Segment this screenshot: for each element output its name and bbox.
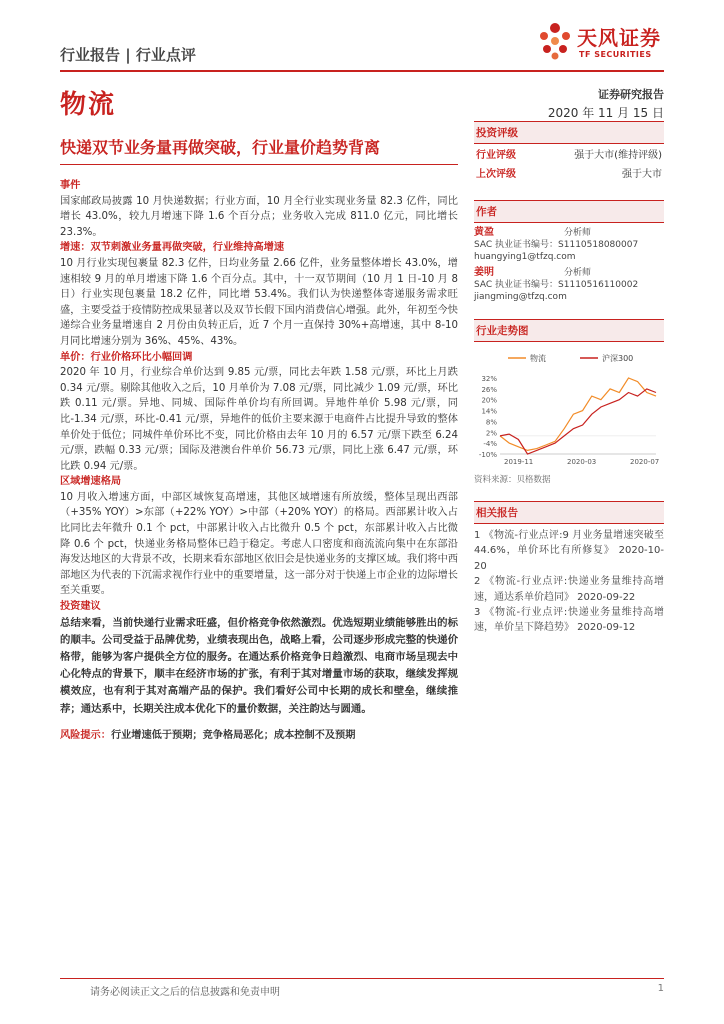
report-tag: 证券研究报告 [598,88,664,101]
company-logo [535,20,665,68]
sidebar [474,121,664,636]
rating-row [474,144,664,163]
legend-label: 物流 [530,354,546,363]
trend-chart-svg [474,348,664,468]
sector-title: 物流 [60,90,117,120]
section-heading: 区域增速格局 [60,476,122,488]
page-number: 1 [657,983,664,994]
y-tick-label: 20% [481,396,497,405]
rating-value: 强于大市 [622,169,662,180]
rating-row [474,163,664,182]
y-tick-label: -4% [483,440,497,449]
logo-text-en: TF SECURITIES [579,50,652,59]
y-tick-label: 32% [481,375,497,383]
footer-disclaimer: 请务必阅读正文之后的信息披露和免责申明 [90,987,280,998]
author-sac: SAC 执业证书编号：S1110518080007 [474,240,639,250]
author-heading: 作者 [474,200,664,223]
rating-key: 行业评级 [476,150,516,161]
y-tick-label: 2% [485,429,497,438]
section-region [60,474,458,599]
x-tick-label: 2020-07 [630,458,660,466]
related-report-link[interactable]: 2 《物流-行业点评:快递业务量维持高增速，通达系单价趋同》 2020-09-22 [474,576,664,603]
section-body: 10 月行业实现包裹量 82.3 亿件，日均业务量 2.66 亿件，业务量整体增长 43.0%，增速相较 9 月的单月增速下降 1.6 个百分点。其中，十一双节期间（10 月 1 日-10 月 8 日）行业实现包裹量 18.2 亿件，同比增 53.4%。我们认为快递整体寄递服务需求旺盛，主要受益于疫情防控成果显著以及双节长假下国内消费信心增强。此外，年初至今快递综合业务量增速自 2 月份由负转正后，近 7 个月一直保持 30%+高增速，其中 8-10 月同比增速分别为 36%、45%、43%。 [60,257,458,347]
author-role: 分析师 [564,228,592,238]
section-invest [60,599,458,718]
section-body: 2020 年 10 月，行业综合单价达到 9.85 元/票，同比去年跌 1.58 元/票，环比上月跌 0.34 元/票。剔除其他收入之后，10 月单价为 7.08 元/票，同比减少 1.09 元/票，环比跌 0.11 元/票。异地、同城、国际件单价均有所回调。异地件单价 5.98 元/票，同比-1.34 元/票，环比-0.41 元/票，异地件的低价主要来源于电商件占比提升导致的整体单价处于低位；同城件单价环比不变，同比价格由去年 10 月的 6.57 元/票下跌至 6.24 元/票，跌幅 0.33 元/票；国际及港澳台件单价 56.73 元/票，同比上涨 6.47 元/票，环比跌 0.94 元/票。 [60,367,458,472]
section-heading: 增速：双节刺激业务量再做突破，行业维持高增速 [60,242,285,254]
report-category: 行业报告 | 行业点评 [60,46,196,64]
related-heading: 相关报告 [474,501,664,524]
trend-chart [474,348,664,471]
trend-heading: 行业走势图 [474,319,664,342]
logo-text-cn: 天风证券 [577,26,661,50]
series-line [500,378,656,450]
chart-source: 资料来源：贝格数据 [474,475,551,485]
footer-rule [60,978,664,979]
x-tick-label: 2020-03 [567,458,597,466]
author-name: 黄盈 [474,227,494,238]
rating-value: 强于大市(维持评级) [574,150,662,161]
section-growth [60,240,458,349]
related-report-link[interactable]: 1 《物流-行业点评:9 月业务量增速突破至 44.6%，单价环比有所修复》 2020-10-20 [474,530,664,572]
y-tick-label: 26% [481,385,497,394]
section-event [60,178,458,240]
section-heading: 投资建议 [60,601,101,613]
author-role: 分析师 [564,268,592,278]
title-rule [60,164,458,165]
rating-heading: 投资评级 [474,121,664,144]
section-body: 国家邮政局披露 10 月快递数据；行业方面，10 月全行业实现业务量 82.3 亿件，同比增长 43.0%，较九月增速下降 1.6 个百分点；业务收入完成 811.0 亿元，同比增长 23.3%。 [60,195,458,238]
risk-body: 行业增速低于预期；竞争格局恶化；成本控制不及预期 [110,729,356,741]
related-report-link[interactable]: 3 《物流-行业点评:快递业务量维持高增速，单价呈下降趋势》 2020-09-12 [474,607,664,634]
report-date: 2020 年 11 月 15 日 [547,106,664,120]
risk-label: 风险提示： [60,729,111,741]
author-card [474,267,664,303]
author-email[interactable]: huangying1@tfzq.com [474,252,576,262]
series-line [500,389,656,454]
author-sac: SAC 执业证书编号：S1110516110002 [474,280,639,290]
legend-label: 沪深300 [602,354,634,363]
section-price [60,350,458,475]
related-reports [474,528,664,636]
header-rule [60,70,664,72]
author-name: 姜明 [474,267,494,278]
rating-key: 上次评级 [476,169,516,180]
section-heading: 事件 [60,180,81,191]
logo-petals-icon [535,20,575,64]
report-title: 快递双节业务量再做突破，行业量价趋势背离 [60,138,381,157]
x-tick-label: 2019-11 [504,458,534,466]
y-tick-label: 14% [481,407,497,416]
main-content [60,178,458,743]
y-tick-label: -10% [478,451,497,459]
section-body: 总结来看，当前快递行业需求旺盛，但价格竞争依然激烈。优选短期业绩能够胜出的标的顺丰。公司受益于品牌优势，业绩表现出色，战略上看，公司逐步形成完整的快递价格带，能够为客户提供全方位的服务。在通达系价格竞争日趋激烈、电商市场呈现去中心化特点的背景下，顺丰在经济市场的扩张，有利于其对增量市场的获取，继续发挥规模效应，也有利于其对高端产品的保护。我们看好公司中长期的成长和壁垒，继续推荐；通达系中，长期关注成本优化下的量价数据，关注韵达与圆通。 [60,616,458,715]
y-tick-label: 8% [485,418,497,427]
risk-warning [60,728,458,744]
section-body: 10 月收入增速方面，中部区域恢复高增速，其他区域增速有所放缓，整体呈现出西部（+35% YOY）>东部（+22% YOY）>中部（+20% YOY）的格局。西部累计收入占比同比去年微升 0.1 个 pct，中部累计收入占比微升 0.5 个 pct，东部累计收入占比微降 0.6 个 pct，快递业务格局整体已趋于稳定。考虑人口密度和商流流向集中在东部沿海发达地区的大背景不改，长期来看东部地区依旧会是快递业务的支撑区域。我们将中西部地区为代表的下沉需求视作行业中的重要增量，这一部分对于快递上市企业的边际增长至关重要。 [60,491,458,597]
author-email[interactable]: jiangming@tfzq.com [474,292,567,302]
author-card [474,227,664,263]
section-heading: 单价：行业价格环比小幅回调 [60,351,193,363]
